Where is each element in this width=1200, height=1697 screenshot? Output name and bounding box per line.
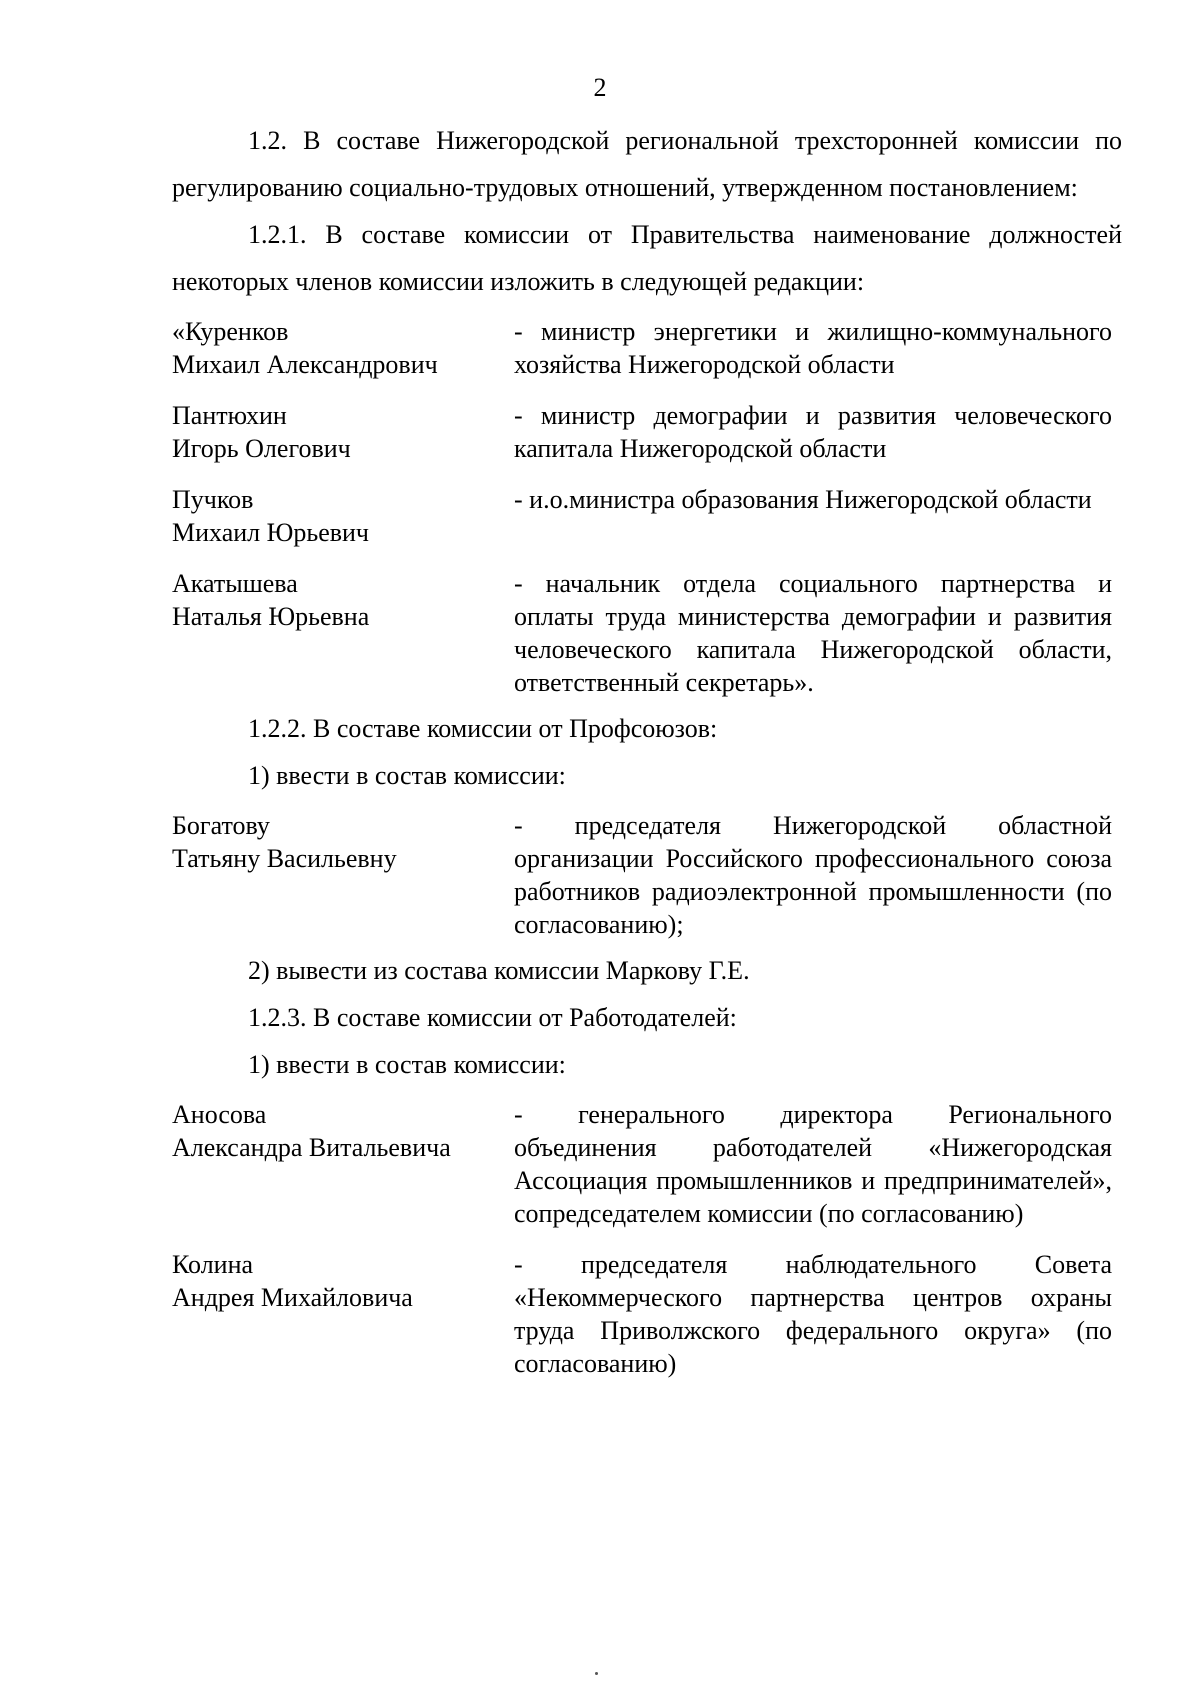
member-name	[172, 399, 514, 465]
paragraph-1-2-3: 1.2.3. В составе комиссии от Работодателей:	[248, 1003, 737, 1032]
paragraph-1-2: 1.2. В составе Нижегородской региональной трехсторонней комиссии по регулированию социально-трудовых отношений, утвержденном постановлением:	[172, 126, 1122, 202]
paragraph-1-2-2-remove: 2) вывести из состава комиссии Маркову Г.Е.	[248, 956, 750, 985]
paragraph-1-2-2: 1.2.2. В составе комиссии от Профсоюзов:	[248, 714, 718, 743]
member-surname: Богатову	[172, 811, 270, 840]
member-name	[172, 809, 514, 941]
member-given-name: Михаил Александрович	[172, 350, 438, 379]
member-given-name: Наталья Юрьевна	[172, 602, 370, 631]
member-surname: Пучков	[172, 485, 254, 514]
member-given-name: Игорь Олегович	[172, 434, 351, 463]
member-given-name: Андрея Михайловича	[172, 1283, 413, 1312]
member-surname: Аносова	[172, 1100, 267, 1129]
member-entry	[172, 483, 1122, 549]
government-members-list	[172, 315, 1122, 699]
member-position: - генерального директора Регионального объединения работодателей «Нижегородская Ассоциация промышленников и предпринимателей», сопредседателем комиссии (по согласованию)	[514, 1100, 1112, 1228]
member-entry	[172, 1248, 1122, 1380]
member-entry	[172, 567, 1122, 699]
member-entry	[172, 1098, 1122, 1230]
member-surname: Колина	[172, 1250, 254, 1279]
member-name	[172, 1248, 514, 1380]
member-entry	[172, 809, 1122, 941]
member-given-name: Александра Витальевича	[172, 1133, 451, 1162]
member-given-name: Михаил Юрьевич	[172, 518, 370, 547]
document-body	[172, 117, 1122, 1380]
member-surname: Пантюхин	[172, 401, 287, 430]
paragraph-1-2-1: 1.2.1. В составе комиссии от Правительства наименование должностей некоторых членов комиссии изложить в следующей редакции:	[172, 220, 1122, 296]
member-position: - председателя Нижегородской областной организации Российского профессионального союза работников радиоэлектронной промышленности (по согласованию);	[514, 811, 1112, 939]
member-name	[172, 1098, 514, 1230]
member-name	[172, 315, 514, 381]
member-position: - и.о.министра образования Нижегородской области	[514, 485, 1092, 514]
member-name	[172, 483, 514, 549]
paragraph-1-2-2-add: 1) ввести в состав комиссии:	[248, 761, 566, 790]
member-name	[172, 567, 514, 699]
member-position: - начальник отдела социального партнерства и оплаты труда министерства демографии и развития человеческого капитала Нижегородской области, ответственный секретарь».	[514, 569, 1112, 697]
paragraph-1-2-3-add: 1) ввести в состав комиссии:	[248, 1050, 566, 1079]
employer-members-list	[172, 1098, 1122, 1380]
union-members-list	[172, 809, 1122, 941]
scan-speck	[595, 1672, 598, 1675]
member-surname: Акатышева	[172, 569, 298, 598]
page-number: 2	[593, 73, 607, 102]
member-surname: «Куренков	[172, 317, 289, 346]
member-position: - председателя наблюдательного Совета «Некоммерческого партнерства центров охраны труда Приволжского федерального округа» (по согласованию)	[514, 1250, 1112, 1378]
member-position: - министр энергетики и жилищно-коммунального хозяйства Нижегородской области	[514, 317, 1112, 379]
member-position: - министр демографии и развития человеческого капитала Нижегородской области	[514, 401, 1112, 463]
member-entry	[172, 399, 1122, 465]
member-entry	[172, 315, 1122, 381]
member-given-name: Татьяну Васильевну	[172, 844, 397, 873]
